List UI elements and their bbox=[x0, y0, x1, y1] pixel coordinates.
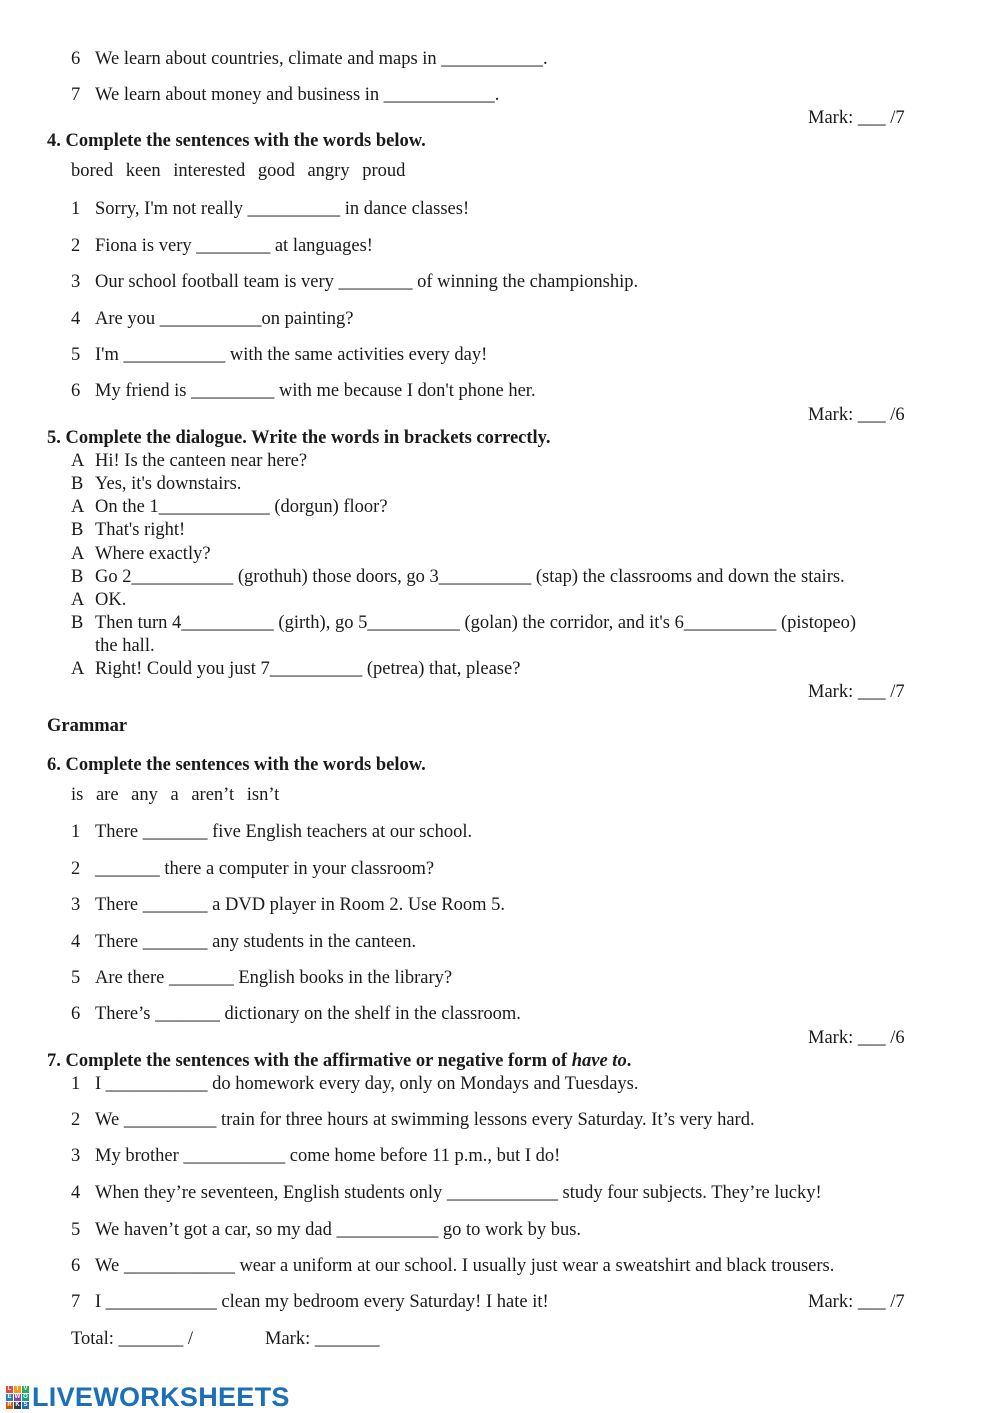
sentence-text: Are there _______ English books in the library? bbox=[95, 968, 453, 988]
total-line: Total: _______ / bbox=[71, 1329, 194, 1349]
item-number: 2 bbox=[71, 236, 81, 256]
speaker-label: A bbox=[71, 451, 85, 471]
sentence-text: When they’re seventeen, English students only ____________ study four subjects. They’re lucky! bbox=[95, 1183, 822, 1203]
brand-text: LIVEWORKSHEETS bbox=[32, 1381, 290, 1412]
item-number: 6 bbox=[71, 1256, 81, 1276]
item-number: 4 bbox=[71, 932, 81, 952]
speaker-label: A bbox=[71, 544, 85, 564]
dialogue-line: Right! Could you just 7__________ (petrea) that, please? bbox=[95, 659, 521, 679]
speaker-label: A bbox=[71, 590, 85, 610]
item-number: 3 bbox=[71, 1146, 81, 1166]
heading-emphasis: have to bbox=[571, 1051, 627, 1071]
sentence-text: There _______ any students in the canteen. bbox=[95, 932, 417, 952]
dialogue-line: Then turn 4__________ (girth), go 5__________ (golan) the corridor, and it's 6__________ (pistopeo) bbox=[95, 613, 856, 633]
sentence-text: There _______ a DVD player in Room 2. Use Room 5. bbox=[95, 895, 506, 915]
item-number: 6 bbox=[71, 1004, 81, 1024]
mark-line: Mark: ___ /7 bbox=[808, 682, 905, 702]
item-number: 6 bbox=[71, 49, 81, 69]
speaker-label: B bbox=[71, 613, 84, 633]
sentence-text: _______ there a computer in your classroom? bbox=[95, 859, 435, 879]
section-heading: 4. Complete the sentences with the words below. bbox=[47, 131, 426, 151]
section-heading: 6. Complete the sentences with the words below. bbox=[47, 755, 426, 775]
section-heading bbox=[47, 1051, 631, 1072]
word-bank: is are any a aren’t isn’t bbox=[71, 785, 280, 805]
mark-line: Mark: ___ /7 bbox=[808, 1292, 905, 1312]
mark-line: Mark: ___ /6 bbox=[808, 405, 905, 425]
item-number: 4 bbox=[71, 309, 81, 329]
dialogue-line: Hi! Is the canteen near here? bbox=[95, 451, 308, 471]
sentence-text: We haven’t got a car, so my dad ___________ go to work by bus. bbox=[95, 1220, 582, 1240]
speaker-label: A bbox=[71, 659, 85, 679]
item-number: 3 bbox=[71, 895, 81, 915]
sentence-text: Sorry, I'm not really __________ in dance classes! bbox=[95, 199, 470, 219]
item-number: 6 bbox=[71, 381, 81, 401]
item-number: 2 bbox=[71, 1110, 81, 1130]
brand-grid-icon bbox=[6, 1386, 29, 1409]
item-number: 2 bbox=[71, 859, 81, 879]
mark-line: Mark: ___ /6 bbox=[808, 1028, 905, 1048]
heading-suffix: . bbox=[626, 1051, 632, 1071]
sentence-text: We learn about countries, climate and maps in ___________. bbox=[95, 49, 548, 69]
grammar-title: Grammar bbox=[47, 716, 128, 736]
item-number: 3 bbox=[71, 272, 81, 292]
item-number: 5 bbox=[71, 345, 81, 365]
item-number: 4 bbox=[71, 1183, 81, 1203]
brand-tile: R bbox=[7, 1401, 12, 1408]
dialogue-line: OK. bbox=[95, 590, 127, 610]
dialogue-line: Where exactly? bbox=[95, 544, 211, 564]
brand-tile: L bbox=[7, 1385, 12, 1392]
speaker-label: B bbox=[71, 474, 84, 494]
sentence-text: I'm ___________ with the same activities every day! bbox=[95, 345, 488, 365]
item-number: 1 bbox=[71, 1074, 81, 1094]
item-number: 1 bbox=[71, 199, 81, 219]
brand-tile: K bbox=[15, 1401, 20, 1408]
brand-tile: O bbox=[23, 1393, 28, 1400]
sentence-text: Are you ___________on painting? bbox=[95, 309, 354, 329]
sentence-text: My brother ___________ come home before 11 p.m., but I do! bbox=[95, 1146, 561, 1166]
heading-prefix: 7. Complete the sentences with the affirmative or negative form of bbox=[47, 1051, 572, 1071]
dialogue-line: That's right! bbox=[95, 520, 186, 540]
section-heading: 5. Complete the dialogue. Write the words in brackets correctly. bbox=[47, 428, 551, 448]
sentence-text: I ___________ do homework every day, only on Mondays and Tuesdays. bbox=[95, 1074, 639, 1094]
word-bank: bored keen interested good angry proud bbox=[71, 161, 406, 181]
sentence-text: We __________ train for three hours at swimming lessons every Saturday. It’s very hard. bbox=[95, 1110, 755, 1130]
brand-tile: I bbox=[14, 1386, 21, 1393]
brand-tile: E bbox=[7, 1393, 12, 1400]
dialogue-line: On the 1____________ (dorgun) floor? bbox=[95, 497, 388, 517]
dialogue-line: Go 2___________ (grothuh) those doors, go 3__________ (stap) the classrooms and down the stairs. bbox=[95, 567, 845, 587]
liveworksheets-logo bbox=[6, 1383, 290, 1411]
item-number: 7 bbox=[71, 1292, 81, 1312]
sentence-text: Our school football team is very ________ of winning the championship. bbox=[95, 272, 639, 292]
dialogue-line: the hall. bbox=[95, 636, 155, 656]
brand-tile: V bbox=[23, 1385, 28, 1392]
speaker-label: B bbox=[71, 520, 84, 540]
speaker-label: B bbox=[71, 567, 84, 587]
sentence-text: We learn about money and business in ____________. bbox=[95, 85, 500, 105]
sentence-text: There’s _______ dictionary on the shelf in the classroom. bbox=[95, 1004, 521, 1024]
dialogue-line: Yes, it's downstairs. bbox=[95, 474, 242, 494]
item-number: 1 bbox=[71, 822, 81, 842]
sentence-text: I ____________ clean my bedroom every Saturday! I hate it! bbox=[95, 1292, 549, 1312]
speaker-label: A bbox=[71, 497, 85, 517]
sentence-text: My friend is _________ with me because I don't phone her. bbox=[95, 381, 536, 401]
sentence-text: We ____________ wear a uniform at our school. I usually just wear a sweatshirt and black trousers. bbox=[95, 1256, 835, 1276]
sentence-text: There _______ five English teachers at our school. bbox=[95, 822, 473, 842]
final-mark-line: Mark: _______ bbox=[265, 1329, 380, 1349]
item-number: 5 bbox=[71, 1220, 81, 1240]
mark-line: Mark: ___ /7 bbox=[808, 108, 905, 128]
brand-tile: S bbox=[23, 1401, 28, 1408]
brand-tile: W bbox=[14, 1393, 21, 1400]
sentence-text: Fiona is very ________ at languages! bbox=[95, 236, 373, 256]
item-number: 7 bbox=[71, 85, 81, 105]
item-number: 5 bbox=[71, 968, 81, 988]
